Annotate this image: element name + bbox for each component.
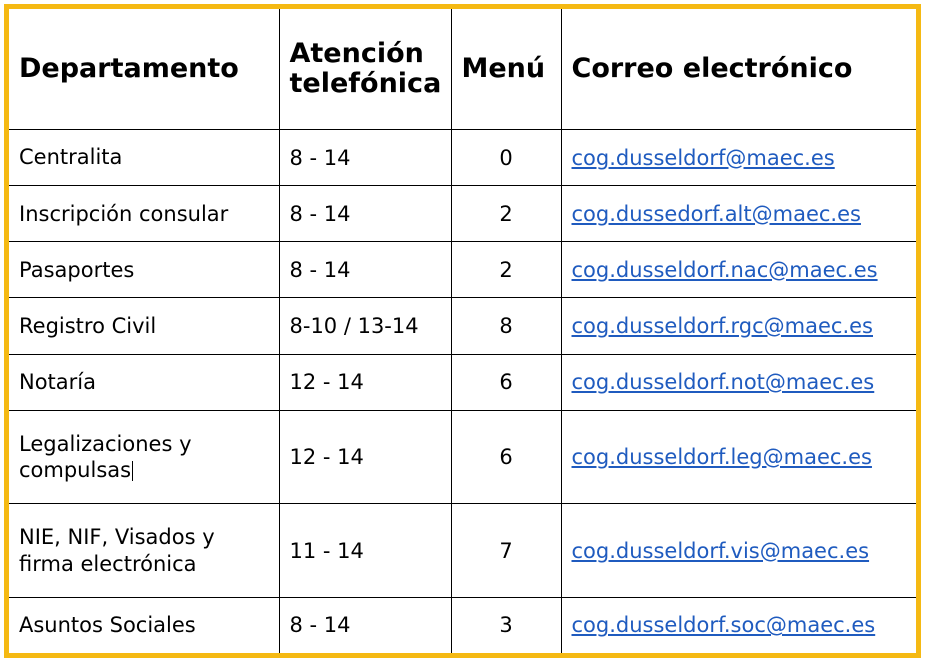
cell-email — [561, 242, 916, 298]
column-header-department: Departamento — [9, 9, 279, 130]
table-row — [9, 298, 916, 354]
cell-menu: 7 — [451, 504, 561, 598]
cell-email — [561, 186, 916, 242]
cell-menu: 2 — [451, 242, 561, 298]
cell-phone: 8 - 14 — [279, 186, 451, 242]
cell-phone: 12 - 14 — [279, 410, 451, 504]
table-row — [9, 354, 916, 410]
contact-table-frame — [4, 4, 921, 658]
email-link[interactable]: cog.dusseldorf.rgc@maec.es — [571, 313, 873, 338]
cell-department: Pasaportes — [9, 242, 279, 298]
cell-department: Registro Civil — [9, 298, 279, 354]
cell-email — [561, 504, 916, 598]
email-link[interactable]: cog.dusseldorf.not@maec.es — [571, 370, 875, 395]
table-header — [9, 9, 916, 130]
email-link[interactable]: cog.dusseldorf.soc@maec.es — [571, 613, 876, 638]
table-row — [9, 504, 916, 598]
email-link[interactable]: cog.dusseldorf.nac@maec.es — [571, 257, 878, 282]
email-link[interactable]: cog.dusseldorf@maec.es — [571, 145, 835, 170]
email-link[interactable]: cog.dusseldorf.vis@maec.es — [571, 538, 870, 563]
table-body — [9, 130, 916, 654]
cell-menu: 6 — [451, 410, 561, 504]
cell-menu: 3 — [451, 597, 561, 653]
cell-phone: 8 - 14 — [279, 242, 451, 298]
cell-department: Inscripción consular — [9, 186, 279, 242]
email-link[interactable]: cog.dusseldorf.leg@maec.es — [571, 444, 872, 469]
cell-menu: 2 — [451, 186, 561, 242]
table-row — [9, 186, 916, 242]
cell-menu: 0 — [451, 130, 561, 186]
cell-phone: 8 - 14 — [279, 597, 451, 653]
cell-menu: 6 — [451, 354, 561, 410]
cell-email — [561, 130, 916, 186]
table-row — [9, 410, 916, 504]
cell-menu: 8 — [451, 298, 561, 354]
column-header-email: Correo electrónico — [561, 9, 916, 130]
email-link[interactable]: cog.dussedorf.alt@maec.es — [571, 201, 861, 226]
cell-email — [561, 354, 916, 410]
contact-table — [9, 9, 916, 653]
cell-phone: 11 - 14 — [279, 504, 451, 598]
cell-phone: 12 - 14 — [279, 354, 451, 410]
cell-department: NIE, NIF, Visados y firma electrónica — [9, 504, 279, 598]
cell-department: Asuntos Sociales — [9, 597, 279, 653]
cell-phone: 8 - 14 — [279, 130, 451, 186]
table-row — [9, 242, 916, 298]
cell-email — [561, 298, 916, 354]
column-header-menu: Menú — [451, 9, 561, 130]
text-cursor — [132, 461, 133, 481]
cell-email — [561, 410, 916, 504]
cell-department-text: Legalizaciones y compulsas — [19, 431, 192, 482]
table-header-row — [9, 9, 916, 130]
cell-phone: 8-10 / 13-14 — [279, 298, 451, 354]
cell-email — [561, 597, 916, 653]
cell-department: Notaría — [9, 354, 279, 410]
cell-department: Centralita — [9, 130, 279, 186]
table-row — [9, 130, 916, 186]
cell-department — [9, 410, 279, 504]
column-header-phone: Atención telefónica — [279, 9, 451, 130]
table-row — [9, 597, 916, 653]
